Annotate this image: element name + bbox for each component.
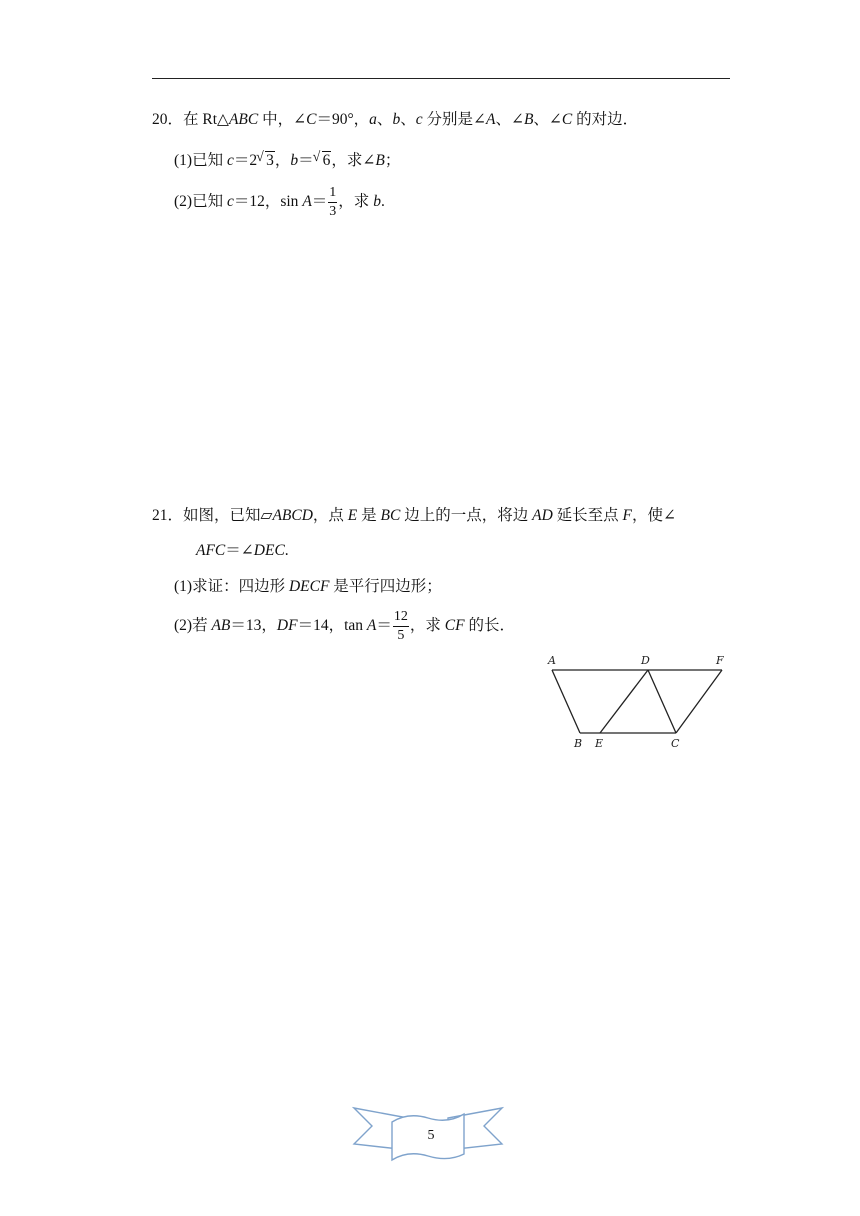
q20-text: B	[523, 111, 534, 128]
q20-p2-text: ＝12，sin	[233, 193, 303, 211]
q20-text: 在 Rt△	[183, 111, 229, 128]
q21-p2-text: ，求	[409, 617, 445, 635]
q20-text: ABC	[228, 111, 259, 128]
q20-part1	[174, 150, 400, 172]
label-B: B	[574, 737, 583, 750]
label-D: D	[641, 654, 650, 667]
radicand: 6	[322, 152, 331, 169]
q21-part1	[174, 576, 442, 598]
q21-text: 如图，已知▱	[183, 507, 273, 524]
line-AB	[552, 670, 580, 733]
q20-text: 分别是∠	[422, 111, 486, 128]
q21-text: ＝∠	[225, 542, 254, 559]
q21-text: BC	[380, 507, 401, 524]
q21-p1-text: 是平行四边形；	[329, 578, 442, 595]
q20-number: 20．	[152, 111, 184, 128]
q20-p1-text: ，求∠	[331, 152, 376, 169]
q20-p1-text: c	[226, 152, 234, 169]
figure-lines	[552, 670, 722, 733]
q20-text: 、∠	[495, 111, 524, 128]
q21-p2-text: A	[366, 617, 377, 635]
q20-p1-text: b	[290, 152, 299, 169]
fraction-denominator: 3	[329, 204, 337, 219]
q20-p1-text: ＝	[298, 152, 314, 169]
q21-text: ，点	[312, 507, 348, 524]
q20-p2-text: .	[380, 193, 385, 211]
q20-text: b	[392, 111, 401, 128]
q21-text: 是	[357, 507, 381, 524]
q21-number: 21．	[152, 507, 184, 524]
q20-text: 、	[376, 111, 393, 128]
q20-p1-text: ＝2	[233, 152, 258, 169]
q21-text: AD	[532, 507, 553, 524]
q20-text: C	[561, 111, 573, 128]
q21-p2-text: AB	[211, 617, 231, 635]
q20-p2-text: b	[373, 193, 381, 211]
q20-p1-text: B	[375, 152, 385, 169]
line-FC	[676, 670, 722, 733]
fraction-denominator: 5	[397, 628, 405, 643]
parallelogram-figure	[540, 650, 740, 755]
page-number: 5	[427, 1128, 435, 1143]
q20-p2-text: c	[226, 193, 234, 211]
line-DC	[648, 670, 676, 733]
q20-p1-text: (1)已知	[174, 152, 227, 169]
q20-p1-text: ，	[274, 152, 291, 169]
q21-p2-text: ＝	[376, 617, 392, 635]
q21-text: ，使∠	[632, 507, 677, 524]
q21-p2-text: DF	[276, 617, 298, 635]
q20-text: ＝90°，	[316, 111, 370, 128]
q20-p2-text: ＝	[311, 193, 328, 211]
q20-text: A	[485, 111, 496, 128]
fraction	[393, 610, 409, 643]
label-A: A	[548, 654, 556, 667]
fraction	[328, 186, 337, 219]
q21-text: F	[622, 507, 633, 524]
q21-p1-text: (1)求证：四边形	[174, 578, 289, 595]
q21-stem-line1	[152, 505, 676, 527]
fraction-numerator: 1	[328, 186, 337, 203]
q20-stem	[152, 109, 638, 131]
q21-text: .	[284, 542, 289, 559]
q20-text: a	[369, 111, 377, 128]
q20-text: 、∠	[533, 111, 562, 128]
q21-text: 延长至点	[552, 507, 623, 524]
q21-text: ABCD	[272, 507, 313, 524]
q21-p2-text: CF	[444, 617, 465, 635]
q21-text: E	[347, 507, 358, 524]
q20-p2-text: (2)已知	[174, 193, 227, 211]
q21-p2-text: ＝14，tan	[297, 617, 367, 635]
q20-p2-text: ，求	[338, 193, 374, 211]
line-DE	[600, 670, 648, 733]
q20-text: 中，∠	[258, 111, 307, 128]
q20-part2	[174, 186, 385, 219]
q21-text: DEC	[253, 542, 285, 559]
q20-text: 、	[400, 111, 416, 128]
label-E: E	[595, 737, 604, 750]
label-F: F	[716, 654, 724, 667]
sqrt-symbol	[314, 150, 332, 172]
q20-p2-text: A	[302, 193, 312, 211]
header-rule	[152, 78, 730, 79]
q21-part2	[174, 610, 515, 643]
q21-text: AFC	[196, 542, 226, 559]
q20-p1-text: ；	[384, 152, 401, 169]
radicand: 3	[266, 152, 274, 169]
fraction-numerator: 12	[393, 610, 409, 627]
q21-stem-line2	[196, 540, 289, 562]
q21-text: 边上的一点，将边	[400, 507, 533, 524]
q21-p2-text: 的长．	[464, 617, 515, 635]
q20-text: 的对边．	[572, 111, 639, 128]
sqrt-symbol	[257, 150, 275, 172]
label-C: C	[671, 737, 680, 750]
q20-text: C	[306, 111, 317, 128]
q21-p2-text: (2)若	[174, 617, 212, 635]
q20-text: c	[415, 111, 423, 128]
q21-p1-text: DECF	[288, 578, 330, 595]
q21-p2-text: ＝13，	[230, 617, 277, 635]
